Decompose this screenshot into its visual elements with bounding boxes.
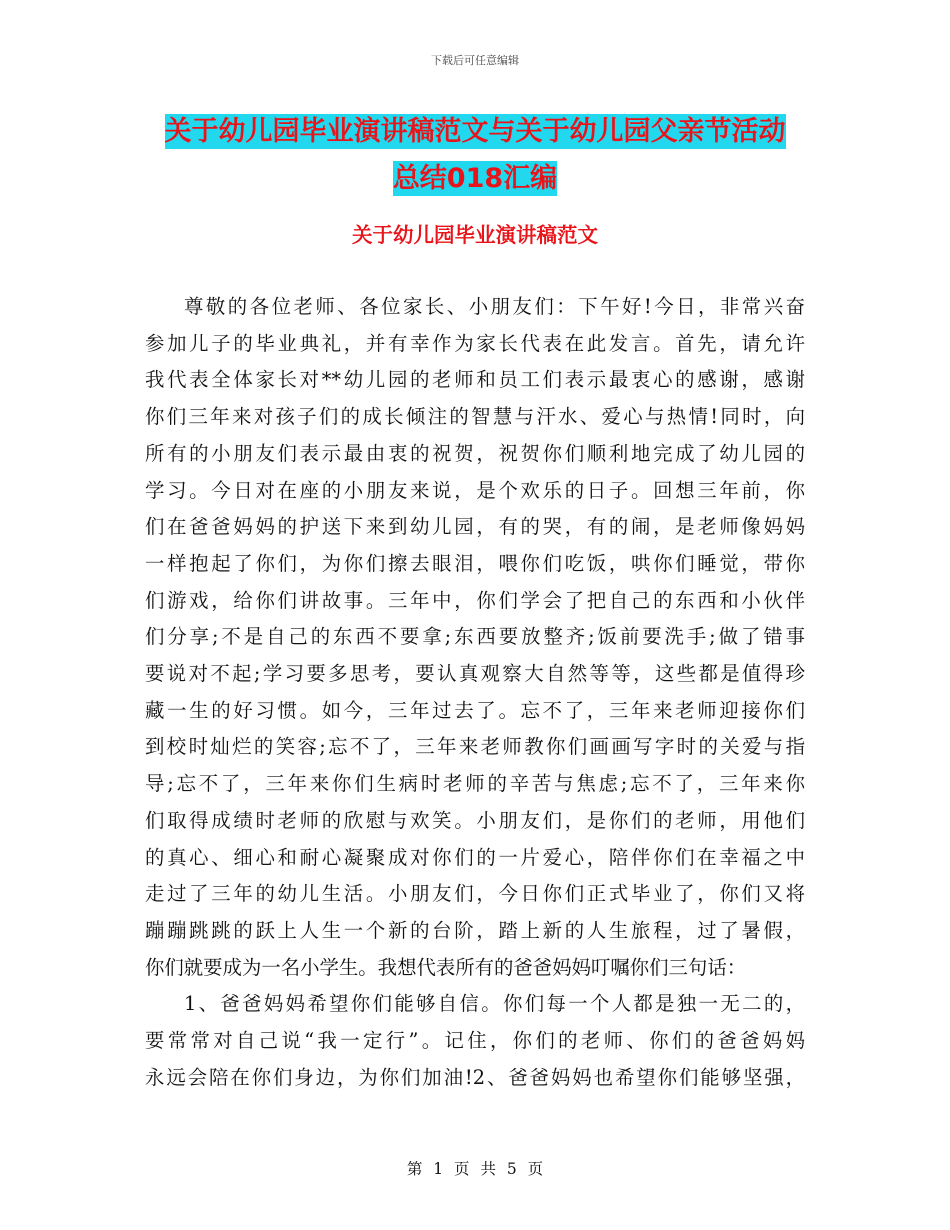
text-line: 尊敬的各位老师、各位家长、小朋友们：下午好!今日，非常兴奋: [184, 295, 805, 318]
text-line: 1、爸爸妈妈希望你们能够自信。你们每一个人都是独一无二的，: [184, 992, 805, 1016]
text-line: 藏一生的好习惯。如今，三年过去了。忘不了，三年来老师迎接你们: [145, 698, 805, 722]
text-line: 们在爸爸妈妈的护送下来到幼儿园，有的哭，有的闹，是老师像妈妈: [145, 515, 805, 539]
text-line: 导;忘不了，三年来你们生病时老师的辛苦与焦虑;忘不了，三年来你: [145, 772, 805, 796]
text-line: 要常常对自己说“我一定行”。记住，你们的老师、你们的爸爸妈妈: [145, 1029, 805, 1053]
text-line: 一样抱起了你们，为你们擦去眼泪，喂你们吃饭，哄你们睡觉，带你: [145, 551, 805, 575]
page-header: 下载后可任意编辑: [431, 54, 519, 67]
text-line: 们取得成绩时老师的欣慰与欢笑。小朋友们，是你们的老师，用他们: [145, 808, 805, 832]
page-footer: 第 1 页 共 5 页: [406, 1160, 544, 1178]
text-line: 的真心、细心和耐心凝聚成对你们的一片爱心，陪伴你们在幸福之中: [145, 845, 805, 869]
title-line-2: 总结018汇编: [392, 163, 558, 194]
text-line: 参加儿子的毕业典礼，并有幸作为家长代表在此发言。首先，请允许: [145, 331, 805, 355]
paragraph-1: [145, 289, 805, 986]
text-line: 你们三年来对孩子们的成长倾注的智慧与汗水、爱心与热情!同时，向: [145, 405, 805, 429]
section-title: 关于幼儿园毕业演讲稿范文: [352, 223, 598, 247]
text-line: 所有的小朋友们表示最由衷的祝贺，祝贺你们顺利地完成了幼儿园的: [145, 441, 805, 465]
text-line: 到校时灿烂的笑容;忘不了，三年来老师教你们画画写字时的关爱与指: [145, 735, 805, 759]
text-line: 蹦蹦跳跳的跃上人生一个新的台阶，踏上新的人生旅程，过了暑假，: [145, 918, 805, 942]
paragraph-2: [145, 986, 805, 1096]
text-line: 们游戏，给你们讲故事。三年中，你们学会了把自己的东西和小伙伴: [145, 588, 805, 612]
text-line: 你们就要成为一名小学生。我想代表所有的爸爸妈妈叮嘱你们三句话：: [145, 955, 747, 979]
document-title: [0, 108, 950, 202]
text-line: 要说对不起;学习要多思考，要认真观察大自然等等，这些都是值得珍: [145, 662, 805, 686]
text-line: 学习。今日对在座的小朋友来说，是个欢乐的日子。回想三年前，你: [145, 478, 805, 502]
text-line: 走过了三年的幼儿生活。小朋友们，今日你们正式毕业了，你们又将: [145, 882, 805, 906]
title-line-1: 关于幼儿园毕业演讲稿范文与关于幼儿园父亲节活动: [164, 116, 786, 147]
text-line: 们分享;不是自己的东西不要拿;东西要放整齐;饭前要洗手;做了错事: [145, 625, 805, 649]
text-line: 我代表全体家长对**幼儿园的老师和员工们表示最衷心的感谢，感谢: [145, 368, 805, 392]
text-line: 永远会陪在你们身边，为你们加油!2、爸爸妈妈也希望你们能够坚强，: [145, 1065, 805, 1089]
body-text: [145, 289, 805, 1096]
